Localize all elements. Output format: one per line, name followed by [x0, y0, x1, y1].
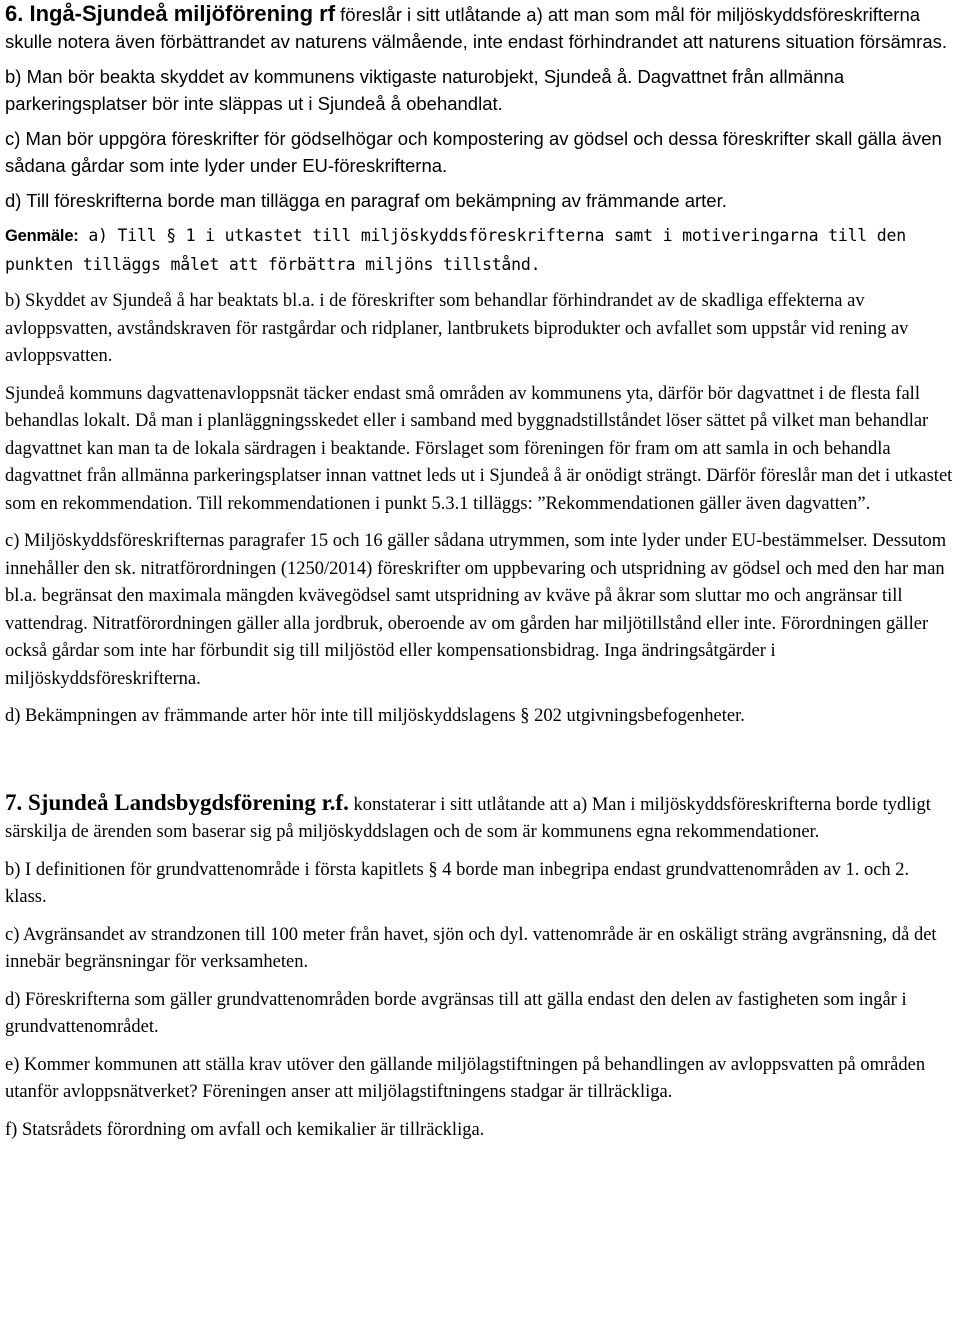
s6-point-d: d) Till föreskrifterna borde man tillägga en paragraf om bekämpning av främmande arter.	[5, 190, 727, 211]
s7-point-d: d) Föreskrifterna som gäller grundvattenområden borde avgränsas till att gälla endast den delen av fastigheten som ingår i grundvattenområdet.	[5, 989, 907, 1037]
s7-intro-text: konstaterar i sitt utlåtande att a) Man i miljöskyddsföreskrifterna borde tydligt särskilja de ärenden som baserar sig på miljöskyddslagen och de som är kommunens egna rekommendationer.	[5, 794, 931, 842]
s6-intro-text: föreslår i sitt utlåtande a) att man som mål för miljöskyddsföreskrifterna skulle notera även förbättrandet av naturens välmående, inte endast förhindrandet att naturens situation försämras.	[5, 4, 948, 52]
s6-reply-b1: b) Skyddet av Sjundeå å har beaktats bl.a. i de föreskrifter som behandlar förhindrandet av de skadliga effekterna av avloppsvatten, avståndskraven för rastgårdar och ridplaner, lantbrukets biprodukter och avfallet som uppstår vid rening av avloppsvatten.	[5, 291, 909, 366]
s6-heading: 6. Ingå-Sjundeå miljöförening rf	[5, 1, 336, 26]
s6-reply-a	[5, 222, 955, 278]
s6-reply-a-text: a) Till § 1 i utkastet till miljöskyddsföreskrifterna samt i motiveringarna till den punkten tilläggs målet att förbättra miljöns tillstånd.	[5, 226, 906, 274]
s7-point-c: c) Avgränsandet av strandzonen till 100 meter från havet, sjön och dyl. vattenområde är en oskäligt sträng avgränsning, då det innebär begränsningar för verksamheten.	[5, 924, 937, 972]
s7-heading: 7. Sjundeå Landsbygdsförening r.f.	[5, 789, 349, 815]
s6-reply-d: d) Bekämpningen av främmande arter hör inte till miljöskyddslagens § 202 utgivningsbefogenheter.	[5, 706, 745, 726]
s6-reply-b2: Sjundeå kommuns dagvattenavloppsnät täcker endast små områden av kommunens yta, därför bör dagvattnet i de flesta fall behandlas lokalt. Då man i planläggningsskedet eller i samband med byggnadstillståndet löser sättet på vilket man behandlar dagvattnet kan man ta de lokala särdragen i beaktande. Förslaget som föreningen för fram om att samla in och behandla dagvattnet från allmänna parkeringsplatser innan vattnet leds ut i Sjundeå å är onödigt strängt. Därför föreslår man det i utkastet som en rekommendation. Till rekommendationen i punkt 5.3.1 tilläggs: ”Rekommendationen gäller även dagvatten”.	[5, 383, 953, 514]
s7-point-b: b) I definitionen för grundvattenområde i första kapitlets § 4 borde man inbegripa endast grundvattenområden av 1. och 2. klass.	[5, 859, 910, 907]
s6-intro-paragraph	[5, 0, 955, 55]
s6-point-c: c) Man bör uppgöra föreskrifter för gödselhögar och kompostering av gödsel och dessa föreskrifter skall gälla även sådana gårdar som inte lyder under EU-föreskrifterna.	[5, 128, 942, 176]
s7-intro-paragraph	[5, 789, 955, 847]
s6-point-b: b) Man bör beakta skyddet av kommunens viktigaste naturobjekt, Sjundeå å. Dagvattnet från allmänna parkeringsplatser bör inte släppas ut i Sjundeå å obehandlat.	[5, 66, 845, 114]
s6-reply-label: Genmäle:	[5, 227, 79, 245]
s7-point-e: e) Kommer kommunen att ställa krav utöver den gällande miljölagstiftningen på behandlingen av avloppsvatten på områden utanför avloppsnätverket? Föreningen anser att miljölagstiftningens stadgar är tillräckliga.	[5, 1054, 926, 1102]
s6-reply-c: c) Miljöskyddsföreskrifternas paragrafer 15 och 16 gäller sådana utrymmen, som inte lyder under EU-bestämmelser. Dessutom innehåller den sk. nitratförordningen (1250/2014) föreskrifter om uppbevaring och utspridning av gödsel och med den har man bl.a. begränsat den maximala mängden kvävegödsel samt utspridning av kväve på åkrar som sluttar mo och angränsar till vattendrag. Nitratförordningen gäller alla jordbruk, oberoende av om gården har miljötillstånd eller inte. Förordningen gäller också gårdar som inte har förbundit sig till miljöstöd eller kompensationsbidrag. Inga ändringsåtgärder i miljöskyddsföreskrifterna.	[5, 531, 947, 689]
s7-point-f: f) Statsrådets förordning om avfall och kemikalier är tillräckliga.	[5, 1119, 485, 1140]
